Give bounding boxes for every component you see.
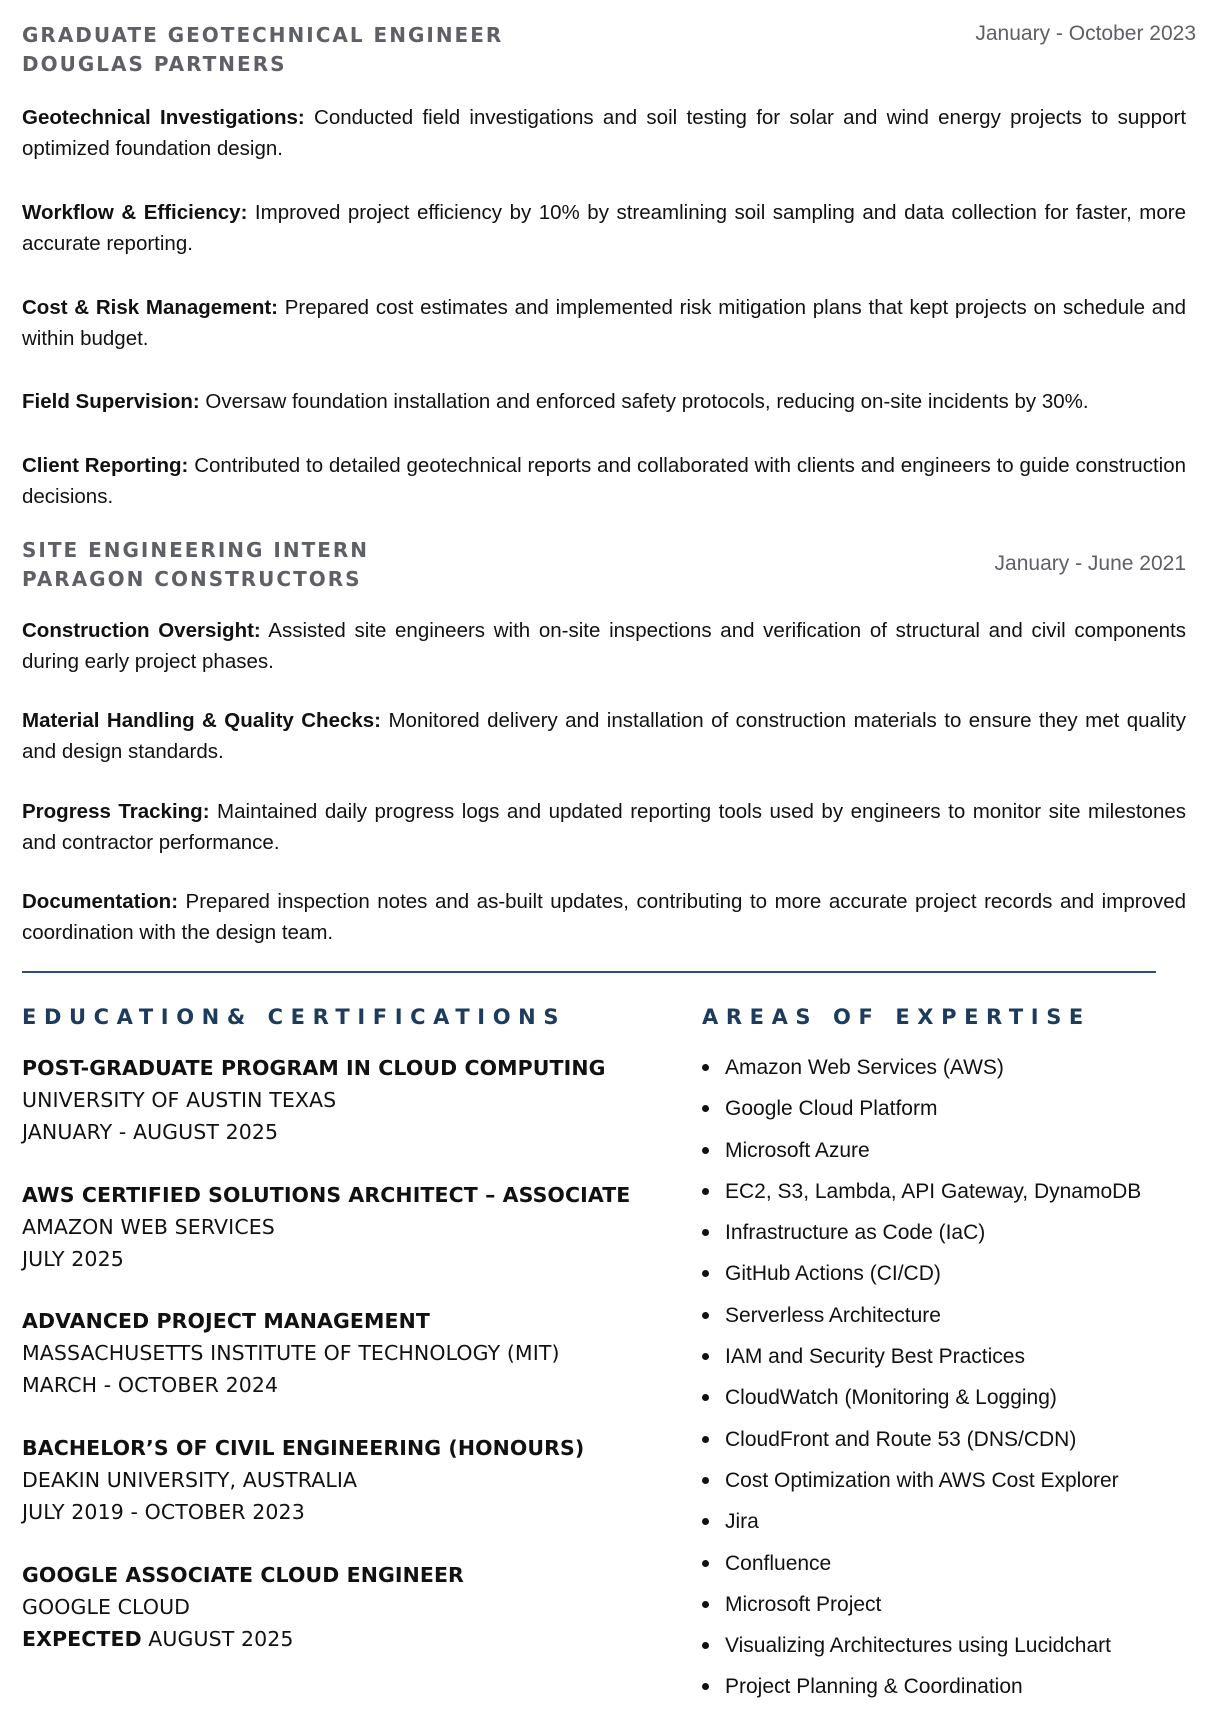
bullet-dot-icon (702, 1642, 709, 1649)
list-item (700, 1298, 1141, 1339)
job-date: January - October 2023 (975, 22, 1196, 45)
list-item (700, 1256, 1141, 1297)
bullet-dot-icon (702, 1477, 709, 1484)
job-bullet (22, 450, 1186, 512)
education-date-value: JULY 2025 (22, 1247, 124, 1271)
expertise-label: Microsoft Azure (725, 1138, 870, 1162)
expertise-label: EC2, S3, Lambda, API Gateway, DynamoDB (725, 1179, 1142, 1203)
expertise-label: Cost Optimization with AWS Cost Explorer (725, 1468, 1119, 1492)
bullet-label: Progress Tracking: (22, 800, 210, 823)
bullet-label: Geotechnical Investigations: (22, 106, 305, 129)
expertise-list (700, 1050, 1141, 1711)
bullet-text: Monitored delivery and installation of construction materials to ensure they met quality and design standards. (22, 709, 1186, 763)
education-institution: MASSACHUSETTS INSTITUTE OF TECHNOLOGY (MIT) (22, 1341, 560, 1365)
bullet-dot-icon (702, 1270, 709, 1277)
job-bullet (22, 102, 1186, 164)
bullet-text: Prepared cost estimates and implemented risk mitigation plans that kept projects on schedule and within budget. (22, 296, 1186, 350)
education-entry (22, 1179, 662, 1275)
education-institution: GOOGLE CLOUD (22, 1595, 191, 1619)
expertise-label: Project Planning & Coordination (725, 1675, 1023, 1699)
expertise-label: CloudFront and Route 53 (DNS/CDN) (725, 1427, 1077, 1451)
job-bullet (22, 386, 1186, 417)
job-header-1 (22, 21, 503, 79)
list-item (700, 1050, 1141, 1091)
list-item (700, 1215, 1141, 1256)
job-bullet (22, 886, 1186, 948)
job-header-2 (22, 536, 369, 594)
bullet-label: Client Reporting: (22, 454, 189, 477)
bullet-label: Workflow & Efficiency: (22, 201, 248, 224)
education-name: POST-GRADUATE PROGRAM IN CLOUD COMPUTING (22, 1056, 606, 1080)
bullet-text: Assisted site engineers with on-site inspections and verification of structural and civil components during early project phases. (22, 619, 1186, 673)
education-date-value: JULY 2019 - OCTOBER 2023 (22, 1500, 305, 1524)
company-name: PARAGON CONSTRUCTORS (22, 567, 362, 591)
expertise-label: Jira (725, 1510, 759, 1534)
list-item (700, 1380, 1141, 1421)
list-item (700, 1546, 1141, 1587)
bullet-dot-icon (702, 1436, 709, 1443)
education-institution: AMAZON WEB SERVICES (22, 1215, 275, 1239)
education-institution: UNIVERSITY OF AUSTIN TEXAS (22, 1088, 337, 1112)
job-title: GRADUATE GEOTECHNICAL ENGINEER (22, 23, 504, 47)
job-bullet (22, 197, 1186, 259)
expertise-label: Infrastructure as Code (IaC) (725, 1221, 986, 1245)
bullet-dot-icon (702, 1064, 709, 1071)
bullet-dot-icon (702, 1147, 709, 1154)
education-institution: DEAKIN UNIVERSITY, AUSTRALIA (22, 1468, 358, 1492)
list-item (700, 1133, 1141, 1174)
bullet-text: Oversaw foundation installation and enforced safety protocols, reducing on-site incidents by 30%. (199, 390, 1089, 413)
bullet-dot-icon (702, 1601, 709, 1608)
education-date-value: AUGUST 2025 (141, 1627, 294, 1651)
expertise-label: Google Cloud Platform (725, 1097, 938, 1121)
bullet-text: Contributed to detailed geotechnical reports and collaborated with clients and engineers to guide construction decisions. (22, 454, 1187, 508)
education-date (22, 1116, 662, 1148)
list-item (700, 1463, 1141, 1504)
bullet-dot-icon (702, 1188, 709, 1195)
list-item (700, 1628, 1141, 1669)
expertise-label: Amazon Web Services (AWS) (725, 1056, 1004, 1079)
education-name: AWS CERTIFIED SOLUTIONS ARCHITECT – ASSOCIATE (22, 1183, 631, 1207)
expertise-heading: AREAS OF EXPERTISE (702, 1005, 1091, 1029)
expertise-label: Microsoft Project (725, 1592, 882, 1616)
expertise-label: Visualizing Architectures using Lucidchart (725, 1634, 1111, 1658)
job-bullet (22, 796, 1186, 858)
education-entry (22, 1305, 662, 1401)
list-item (700, 1422, 1141, 1463)
expertise-label: IAM and Security Best Practices (725, 1345, 1025, 1369)
education-date (22, 1496, 662, 1528)
bullet-text: Maintained daily progress logs and updated reporting tools used by engineers to monitor site milestones and contractor performance. (22, 800, 1186, 854)
education-date (22, 1623, 662, 1655)
bullet-dot-icon (702, 1105, 709, 1112)
bullet-label: Documentation: (22, 890, 179, 913)
bullet-dot-icon (702, 1394, 709, 1401)
bullet-dot-icon (702, 1229, 709, 1236)
list-item (700, 1669, 1141, 1710)
list-item (700, 1174, 1141, 1215)
bullet-text: Improved project efficiency by 10% by streamlining soil sampling and data collection for faster, more accurate reporting. (22, 201, 1186, 255)
education-date (22, 1243, 662, 1275)
section-divider (22, 971, 1156, 973)
bullet-dot-icon (702, 1560, 709, 1567)
bullet-label: Cost & Risk Management: (22, 296, 279, 319)
bullet-label: Construction Oversight: (22, 619, 261, 642)
list-item (700, 1339, 1141, 1380)
job-bullet (22, 705, 1186, 767)
expertise-label: GitHub Actions (CI/CD) (725, 1262, 941, 1286)
expertise-label: Confluence (725, 1551, 832, 1575)
education-name: GOOGLE ASSOCIATE CLOUD ENGINEER (22, 1563, 464, 1587)
education-date-value: JANUARY - AUGUST 2025 (22, 1120, 279, 1144)
job-title: SITE ENGINEERING INTERN (22, 538, 370, 562)
bullet-label: Field Supervision: (22, 390, 200, 413)
bullet-dot-icon (702, 1312, 709, 1319)
expertise-label: Serverless Architecture (725, 1303, 941, 1327)
bullet-text: Conducted field investigations and soil testing for solar and wind energy projects to support optimized foundation design. (22, 106, 1187, 160)
education-date-prefix: EXPECTED (22, 1627, 142, 1651)
education-entry (22, 1052, 662, 1148)
education-entry (22, 1432, 662, 1528)
education-date-value: MARCH - OCTOBER 2024 (22, 1373, 279, 1397)
company-name: DOUGLAS PARTNERS (22, 52, 287, 76)
education-name: ADVANCED PROJECT MANAGEMENT (22, 1309, 430, 1333)
job-bullet (22, 292, 1186, 354)
job-bullet (22, 615, 1186, 677)
list-item (700, 1091, 1141, 1132)
bullet-dot-icon (702, 1353, 709, 1360)
education-date (22, 1369, 662, 1401)
bullet-label: Material Handling & Quality Checks: (22, 709, 382, 732)
education-heading: EDUCATION& CERTIFICATIONS (22, 1005, 567, 1029)
education-entry (22, 1559, 662, 1655)
education-name: BACHELOR’S OF CIVIL ENGINEERING (HONOURS) (22, 1436, 585, 1460)
bullet-dot-icon (702, 1683, 709, 1690)
list-item (700, 1504, 1141, 1545)
bullet-text: Prepared inspection notes and as-built updates, contributing to more accurate project records and improved coordination with the design team. (22, 890, 1186, 944)
list-item (700, 1587, 1141, 1628)
bullet-dot-icon (702, 1518, 709, 1525)
expertise-label: CloudWatch (Monitoring & Logging) (725, 1386, 1057, 1410)
job-date: January - June 2021 (994, 552, 1186, 575)
